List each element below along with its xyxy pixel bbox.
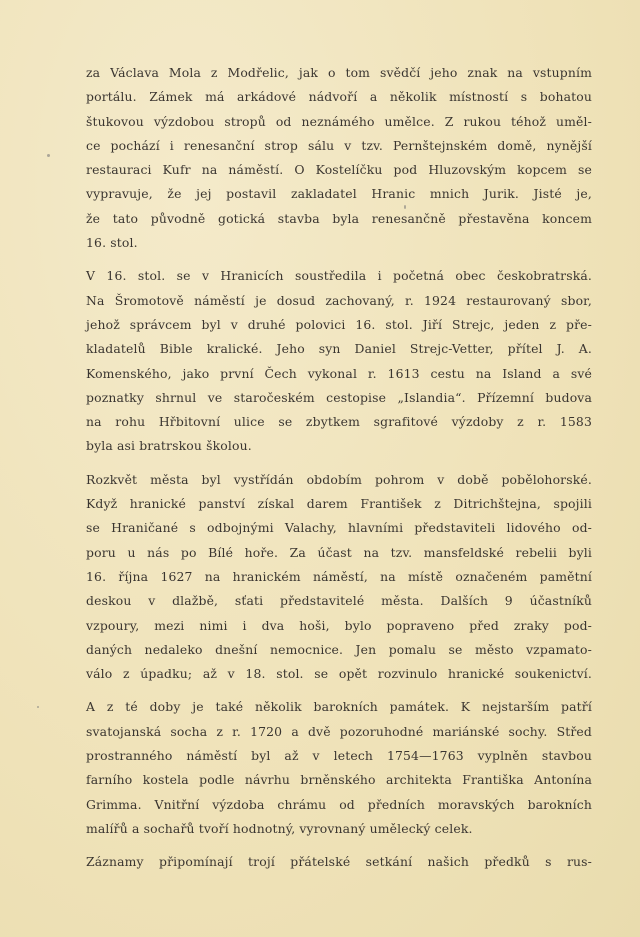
text-line: Rozkvět města byl vystřídán obdobím pohrom v době pobělohorské.	[86, 471, 592, 487]
text-line: restauraci Kufr na náměstí. O Kostelíčku pod Hluzovským kopcem se	[86, 162, 592, 178]
text-line: válo z úpadku; až v 18. stol. se opět rozvinulo hranické soukenictví.	[86, 666, 592, 682]
text-line: jehož správcem byl v druhé polovici 16. stol. Jiří Strejc, jeden z pře-	[86, 316, 592, 332]
text-line: že tato původně gotická stavba byla renesančně přestavěna koncem	[86, 210, 592, 226]
text-line: vzpoury, mezi nimi i dva hoši, bylo popraveno před zraky pod-	[86, 617, 592, 633]
text-line: svatojanská socha z r. 1720 a dvě pozoruhodné mariánské sochy. Střed	[86, 723, 592, 739]
text-line: 16. října 1627 na hranickém náměstí, na místě označeném pamětní	[86, 568, 592, 584]
text-line: Když hranické panství získal darem František z Ditrichštejna, spojili	[86, 496, 592, 512]
text-line: kladatelů Bible kralické. Jeho syn Daniel Strejc-Vetter, přítel J. A.	[86, 341, 592, 357]
text-line: poru u nás po Bílé hoře. Za účast na tzv. mansfeldské rebelii byli	[86, 544, 592, 560]
text-line: prostranného náměstí byl až v letech 1754—1763 vyplněn stavbou	[86, 748, 592, 764]
text-line: za Václava Mola z Modřelic, jak o tom svědčí jeho znak na vstupním	[86, 65, 592, 80]
paper-speck	[37, 706, 39, 708]
text-line: malířů a sochařů tvoří hodnotný, vyrovnaný umělecký celek.	[86, 820, 473, 836]
text-line: A z té doby je také několik barokních památek. K nejstarším patří	[86, 699, 592, 715]
paragraph-5	[86, 850, 592, 874]
paragraph-1	[86, 61, 592, 255]
text-line: Na Šromotově náměstí je dosud zachovaný, r. 1924 restaurovaný sbor,	[86, 292, 592, 308]
text-line: Záznamy připomínají trojí přátelské setkání našich předků s rus-	[86, 854, 592, 870]
paper-speck	[47, 154, 50, 157]
text-line: štukovou výzdobou stropů od neznámého umělce. Z rukou téhož uměl-	[86, 113, 592, 129]
paragraph-3	[86, 468, 592, 687]
paragraph-4	[86, 695, 592, 841]
text-line: na rohu Hřbitovní ulice se zbytkem sgrafitové výzdoby z r. 1583	[86, 414, 592, 430]
paragraph-2	[86, 264, 592, 458]
body-text	[86, 61, 592, 884]
text-line: 16. stol.	[86, 235, 138, 251]
text-line: farního kostela podle návrhu brněnského architekta Františka Antonína	[86, 772, 592, 788]
text-line: V 16. stol. se v Hranicích soustředila i početná obec českobratrská.	[86, 268, 592, 284]
text-line: se Hraničané s odbojnými Valachy, hlavními představiteli lidového od-	[86, 520, 592, 536]
text-line: portálu. Zámek má arkádové nádvoří a několik místností s bohatou	[86, 89, 592, 105]
text-line: ce pochází i renesanční strop sálu v tzv. Pernštejnském domě, nynější	[86, 137, 592, 153]
text-line: byla asi bratrskou školou.	[86, 438, 252, 454]
text-line: Komenského, jako první Čech vykonal r. 1613 cestu na Island a své	[86, 365, 592, 381]
text-line: daných nedaleko dnešní nemocnice. Jen pomalu se město vzpamato-	[86, 641, 592, 657]
paper-speck	[404, 205, 406, 209]
text-line: poznatky shrnul ve staročeském cestopise „Islandia“. Přízemní budova	[86, 389, 592, 405]
text-line: vypravuje, že jej postavil zakladatel Hranic mnich Jurik. Jisté je,	[86, 186, 592, 202]
text-line: Grimma. Vnitřní výzdoba chrámu od předních moravských barokních	[86, 796, 592, 812]
text-line: deskou v dlažbě, sťati představitelé města. Dalších 9 účastníků	[86, 593, 592, 609]
